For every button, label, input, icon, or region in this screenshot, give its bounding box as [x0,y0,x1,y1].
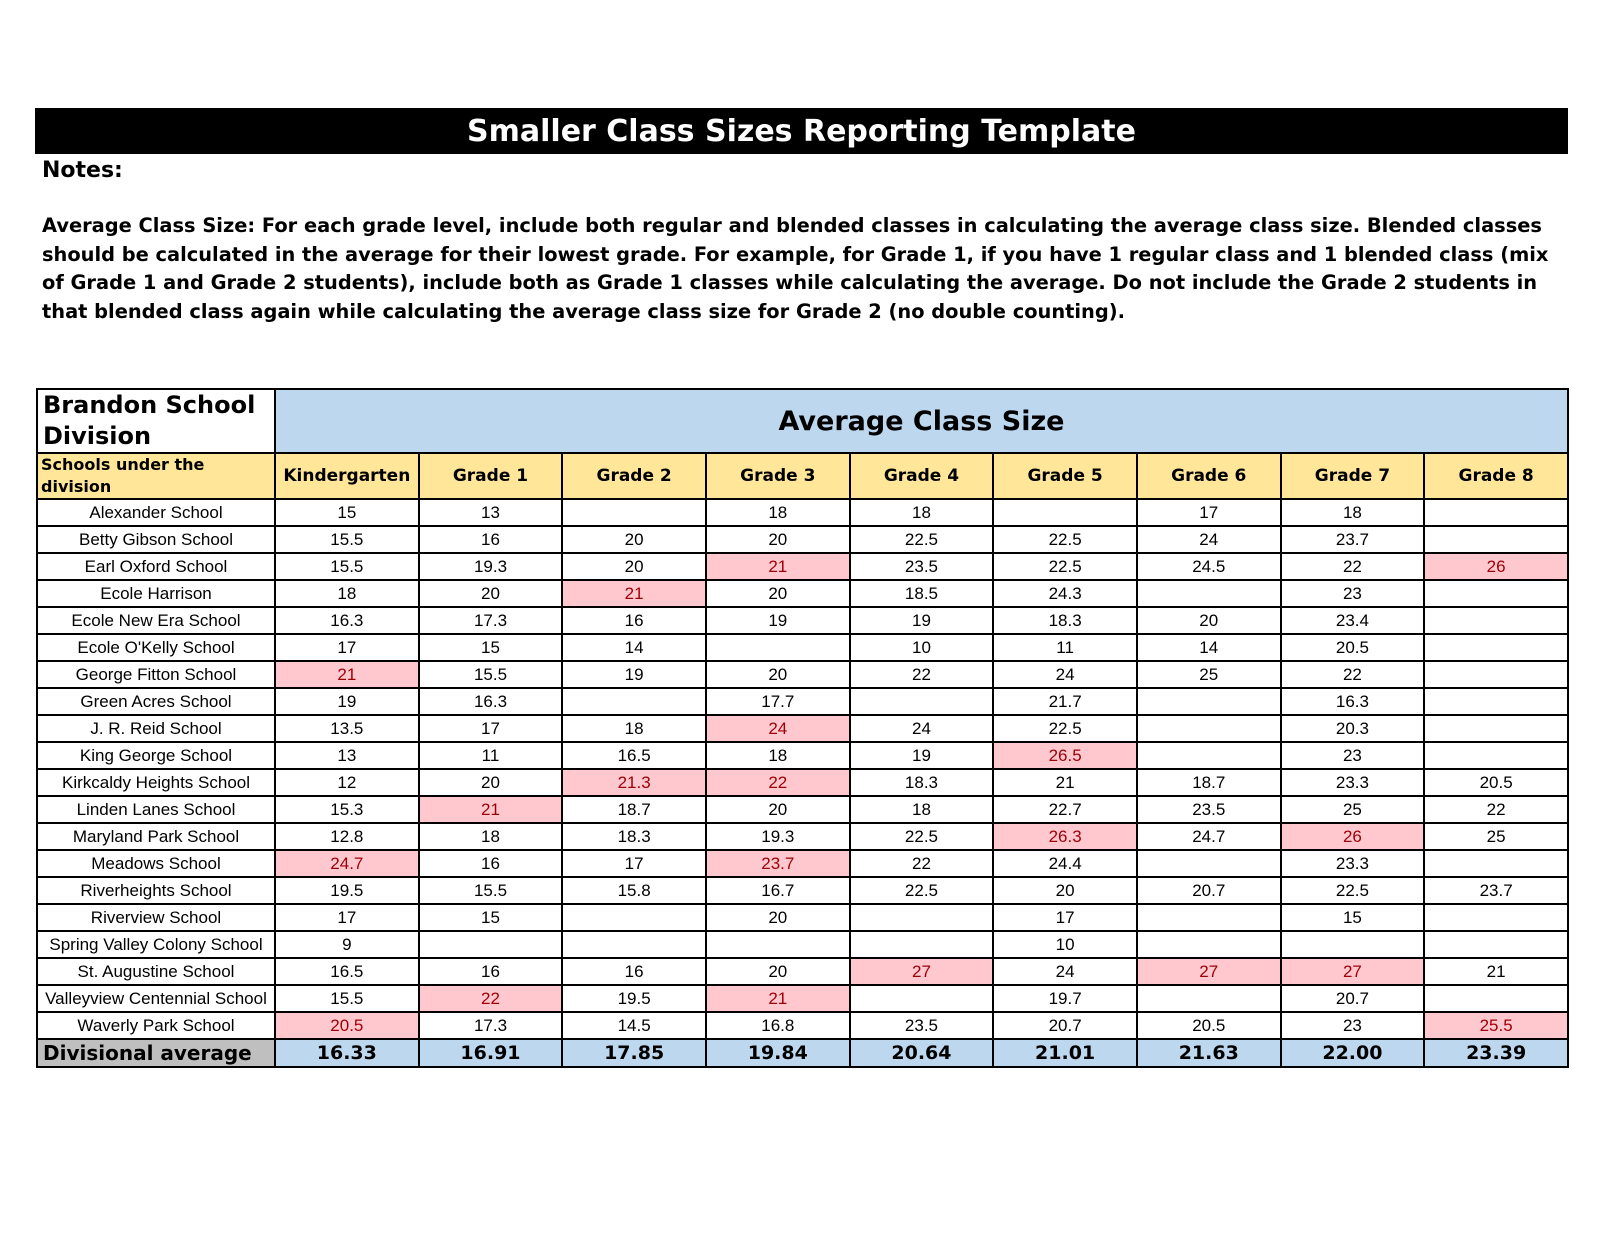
class-size-cell [1424,742,1568,769]
class-size-cell [1424,607,1568,634]
class-size-cell: 20 [562,526,706,553]
table-row [37,823,1568,850]
class-size-cell: 19.7 [993,985,1137,1012]
class-size-cell: 15.5 [275,553,419,580]
grade-header: Grade 4 [850,453,994,499]
class-size-cell: 23.3 [1281,769,1425,796]
school-name: Spring Valley Colony School [37,931,275,958]
class-size-cell [850,985,994,1012]
divisional-average-value: 20.64 [850,1039,994,1067]
class-size-cell: 22 [706,769,850,796]
class-size-cell [1424,715,1568,742]
class-size-cell: 18 [850,796,994,823]
class-size-cell [419,931,563,958]
class-size-cell: 16.7 [706,877,850,904]
average-class-size-header: Average Class Size [275,389,1568,453]
class-size-cell: 23 [1281,1012,1425,1039]
class-size-cell: 17 [275,634,419,661]
class-size-cell [1281,931,1425,958]
class-size-cell: 26 [1424,553,1568,580]
class-size-cell: 20 [1137,607,1281,634]
class-size-cell: 16.3 [275,607,419,634]
table-row [37,499,1568,526]
class-size-cell: 16 [562,607,706,634]
class-size-cell: 23.5 [850,553,994,580]
class-size-cell: 16 [419,526,563,553]
divisional-average-value: 19.84 [706,1039,850,1067]
class-size-cell: 18.3 [562,823,706,850]
class-size-cell: 14 [1137,634,1281,661]
school-name: St. Augustine School [37,958,275,985]
divisional-average-label: Divisional average [37,1039,275,1067]
class-size-cell: 10 [850,634,994,661]
grade-header: Grade 2 [562,453,706,499]
class-size-cell: 20.5 [1281,634,1425,661]
school-name: J. R. Reid School [37,715,275,742]
class-size-cell: 22.5 [993,553,1137,580]
class-size-cell: 15.5 [275,985,419,1012]
class-size-cell [1424,985,1568,1012]
class-size-cell [850,688,994,715]
class-size-cell [562,931,706,958]
class-size-cell: 16 [562,958,706,985]
class-size-cell: 13 [419,499,563,526]
table-row [37,850,1568,877]
class-size-cell: 19 [275,688,419,715]
divisional-average-row [37,1039,1568,1067]
class-size-cell: 24 [993,958,1137,985]
class-size-cell: 19 [562,661,706,688]
class-size-cell: 18.3 [850,769,994,796]
class-size-cell: 26 [1281,823,1425,850]
class-size-cell: 18 [1281,499,1425,526]
table-row [37,634,1568,661]
class-size-cell: 23.4 [1281,607,1425,634]
table-row [37,607,1568,634]
class-size-cell: 21 [993,769,1137,796]
class-size-cell [1137,580,1281,607]
class-size-cell: 17 [419,715,563,742]
class-size-cell: 16.3 [419,688,563,715]
class-size-cell [1137,931,1281,958]
class-size-cell: 10 [993,931,1137,958]
class-size-cell: 24 [850,715,994,742]
class-size-cell: 22.5 [993,715,1137,742]
class-size-table [36,388,1569,1068]
class-size-cell: 23.7 [1281,526,1425,553]
class-size-cell: 19 [850,607,994,634]
grade-header: Grade 8 [1424,453,1568,499]
class-size-cell: 22 [850,850,994,877]
class-size-cell: 23.7 [1424,877,1568,904]
class-size-cell: 22.5 [850,526,994,553]
class-size-cell: 21 [562,580,706,607]
class-size-cell: 24 [706,715,850,742]
class-size-cell: 25 [1281,796,1425,823]
class-size-cell: 21 [419,796,563,823]
class-size-cell: 15.5 [419,877,563,904]
school-name: George Fitton School [37,661,275,688]
divisional-average-value: 23.39 [1424,1039,1568,1067]
class-size-cell [1424,688,1568,715]
school-name: Earl Oxford School [37,553,275,580]
class-size-cell [1137,904,1281,931]
class-size-cell: 15 [275,499,419,526]
class-size-cell: 17 [993,904,1137,931]
school-name: Maryland Park School [37,823,275,850]
class-size-cell: 22.5 [1281,877,1425,904]
school-name: Valleyview Centennial School [37,985,275,1012]
class-size-cell: 18.7 [562,796,706,823]
grade-header: Kindergarten [275,453,419,499]
table-row [37,688,1568,715]
class-size-cell: 22.5 [993,526,1137,553]
class-size-cell: 11 [993,634,1137,661]
divisional-average-value: 16.91 [419,1039,563,1067]
table-row [37,931,1568,958]
class-size-cell: 21 [275,661,419,688]
class-size-cell: 19 [850,742,994,769]
class-size-cell [1424,931,1568,958]
grade-header: Grade 3 [706,453,850,499]
class-size-cell: 20.5 [275,1012,419,1039]
class-size-cell: 26.5 [993,742,1137,769]
class-size-cell: 23 [1281,580,1425,607]
class-size-cell: 16.8 [706,1012,850,1039]
class-size-cell: 20 [706,904,850,931]
grade-header: Grade 5 [993,453,1137,499]
school-name: Betty Gibson School [37,526,275,553]
class-size-cell: 15.3 [275,796,419,823]
class-size-cell: 20.7 [1281,985,1425,1012]
divisional-average-value: 21.01 [993,1039,1137,1067]
divisional-average-value: 17.85 [562,1039,706,1067]
class-size-cell: 23.7 [706,850,850,877]
class-size-cell: 15.8 [562,877,706,904]
class-size-cell: 21 [706,553,850,580]
school-name: Green Acres School [37,688,275,715]
class-size-cell [562,904,706,931]
class-size-cell: 26.3 [993,823,1137,850]
class-size-cell: 23.5 [850,1012,994,1039]
grade-header: Grade 1 [419,453,563,499]
class-size-cell: 22.5 [850,877,994,904]
class-size-cell: 22 [1281,553,1425,580]
division-name: Brandon School Division [37,389,275,453]
table-row [37,1012,1568,1039]
table-row [37,742,1568,769]
table-row [37,526,1568,553]
class-size-cell: 18 [706,499,850,526]
class-size-cell: 19.3 [706,823,850,850]
class-size-cell [993,499,1137,526]
class-size-cell: 17 [562,850,706,877]
class-size-cell: 15 [419,904,563,931]
class-size-cell [562,499,706,526]
class-size-cell: 24.4 [993,850,1137,877]
class-size-cell: 22.7 [993,796,1137,823]
table-row [37,985,1568,1012]
class-size-cell: 20.7 [993,1012,1137,1039]
class-size-cell: 18 [706,742,850,769]
class-size-cell: 19.5 [562,985,706,1012]
class-size-cell: 17.3 [419,607,563,634]
class-size-cell: 18.3 [993,607,1137,634]
class-size-cell [706,931,850,958]
class-size-cell: 11 [419,742,563,769]
school-name: Waverly Park School [37,1012,275,1039]
class-size-cell: 23 [1281,742,1425,769]
class-size-cell [850,904,994,931]
class-size-cell: 17.7 [706,688,850,715]
divisional-average-value: 22.00 [1281,1039,1425,1067]
class-size-cell: 20 [706,661,850,688]
class-size-cell: 16 [419,958,563,985]
class-size-cell: 24 [993,661,1137,688]
class-size-cell [1424,499,1568,526]
class-size-cell: 23.3 [1281,850,1425,877]
class-size-cell: 24.3 [993,580,1137,607]
table-row [37,904,1568,931]
class-size-cell [1424,904,1568,931]
class-size-cell: 20 [706,958,850,985]
class-size-cell: 27 [1281,958,1425,985]
class-size-cell: 24.7 [1137,823,1281,850]
class-size-cell [1424,526,1568,553]
notes-body: Average Class Size: For each grade level, include both regular and blended classes in calculating the average class size. Blended classes should be calculated in the average for their lowest grade. For example, for Grade 1, if you have 1 regular class and 1 blended class (mix of Grade 1 and Grade 2 students), include both as Grade 1 classes while calculating the average. Do not include the Grade 2 students in that blended class again while calculating the average class size for Grade 2 (no double counting). [42,214,1549,323]
class-size-cell: 22.5 [850,823,994,850]
table-row [37,958,1568,985]
class-size-cell: 22 [1424,796,1568,823]
class-size-cell: 14.5 [562,1012,706,1039]
class-size-cell [1137,742,1281,769]
class-size-cell [562,688,706,715]
table-row [37,661,1568,688]
class-size-cell: 20.7 [1137,877,1281,904]
class-size-cell: 18 [850,499,994,526]
notes-heading: Notes: [42,158,123,183]
class-size-cell: 20 [706,796,850,823]
class-size-cell: 21.3 [562,769,706,796]
class-size-cell: 9 [275,931,419,958]
class-size-cell: 20.3 [1281,715,1425,742]
class-size-cell: 16.5 [562,742,706,769]
school-name: Ecole O'Kelly School [37,634,275,661]
class-size-cell [1424,634,1568,661]
class-size-cell: 12.8 [275,823,419,850]
grade-header: Grade 6 [1137,453,1281,499]
class-size-cell [1424,580,1568,607]
class-size-cell: 13 [275,742,419,769]
class-size-cell [1137,715,1281,742]
class-size-cell: 23.5 [1137,796,1281,823]
class-size-cell: 18 [562,715,706,742]
class-size-cell: 18.5 [850,580,994,607]
class-size-cell: 16.5 [275,958,419,985]
class-size-cell: 20 [706,580,850,607]
class-size-cell: 16 [419,850,563,877]
class-size-cell: 27 [1137,958,1281,985]
table-row [37,877,1568,904]
table-row [37,580,1568,607]
table-row [37,553,1568,580]
class-size-cell: 20 [993,877,1137,904]
class-size-cell [1137,985,1281,1012]
schools-column-header: Schools under the division [37,453,275,499]
school-name: Linden Lanes School [37,796,275,823]
class-size-cell: 19.5 [275,877,419,904]
class-size-cell: 18 [419,823,563,850]
class-size-cell [1137,850,1281,877]
class-size-cell: 20 [419,769,563,796]
school-name: Riverview School [37,904,275,931]
school-name: Meadows School [37,850,275,877]
class-size-cell: 25 [1137,661,1281,688]
school-name: Ecole Harrison [37,580,275,607]
school-name: Alexander School [37,499,275,526]
class-size-cell: 19 [706,607,850,634]
class-size-cell [1424,850,1568,877]
class-size-cell [1424,661,1568,688]
class-size-cell: 15.5 [275,526,419,553]
class-size-cell [706,634,850,661]
class-size-cell: 14 [562,634,706,661]
class-size-cell: 17 [275,904,419,931]
table-row [37,715,1568,742]
table-row [37,769,1568,796]
class-size-cell: 15 [1281,904,1425,931]
class-size-cell: 21 [706,985,850,1012]
class-size-cell: 16.3 [1281,688,1425,715]
class-size-cell: 21 [1424,958,1568,985]
class-size-cell: 17.3 [419,1012,563,1039]
class-size-cell: 27 [850,958,994,985]
school-name: King George School [37,742,275,769]
school-name: Ecole New Era School [37,607,275,634]
class-size-cell: 22 [419,985,563,1012]
class-size-cell: 22 [1281,661,1425,688]
divisional-average-value: 16.33 [275,1039,419,1067]
class-size-cell: 20 [419,580,563,607]
class-size-cell [1137,688,1281,715]
divisional-average-value: 21.63 [1137,1039,1281,1067]
class-size-cell: 18 [275,580,419,607]
class-size-cell: 19.3 [419,553,563,580]
class-size-cell: 13.5 [275,715,419,742]
grade-header: Grade 7 [1281,453,1425,499]
class-size-cell: 18.7 [1137,769,1281,796]
class-size-cell: 22 [850,661,994,688]
school-name: Riverheights School [37,877,275,904]
class-size-cell: 20.5 [1424,769,1568,796]
class-size-cell: 15.5 [419,661,563,688]
class-size-cell: 24 [1137,526,1281,553]
class-size-cell [850,931,994,958]
class-size-cell: 25.5 [1424,1012,1568,1039]
class-size-cell: 12 [275,769,419,796]
class-size-cell: 24.7 [275,850,419,877]
class-size-cell: 17 [1137,499,1281,526]
class-size-cell: 20 [706,526,850,553]
page-title: Smaller Class Sizes Reporting Template [35,108,1568,154]
class-size-cell: 20 [562,553,706,580]
class-size-cell: 20.5 [1137,1012,1281,1039]
class-size-cell: 21.7 [993,688,1137,715]
school-name: Kirkcaldy Heights School [37,769,275,796]
class-size-cell: 25 [1424,823,1568,850]
class-size-cell: 24.5 [1137,553,1281,580]
class-size-cell: 15 [419,634,563,661]
table-row [37,796,1568,823]
